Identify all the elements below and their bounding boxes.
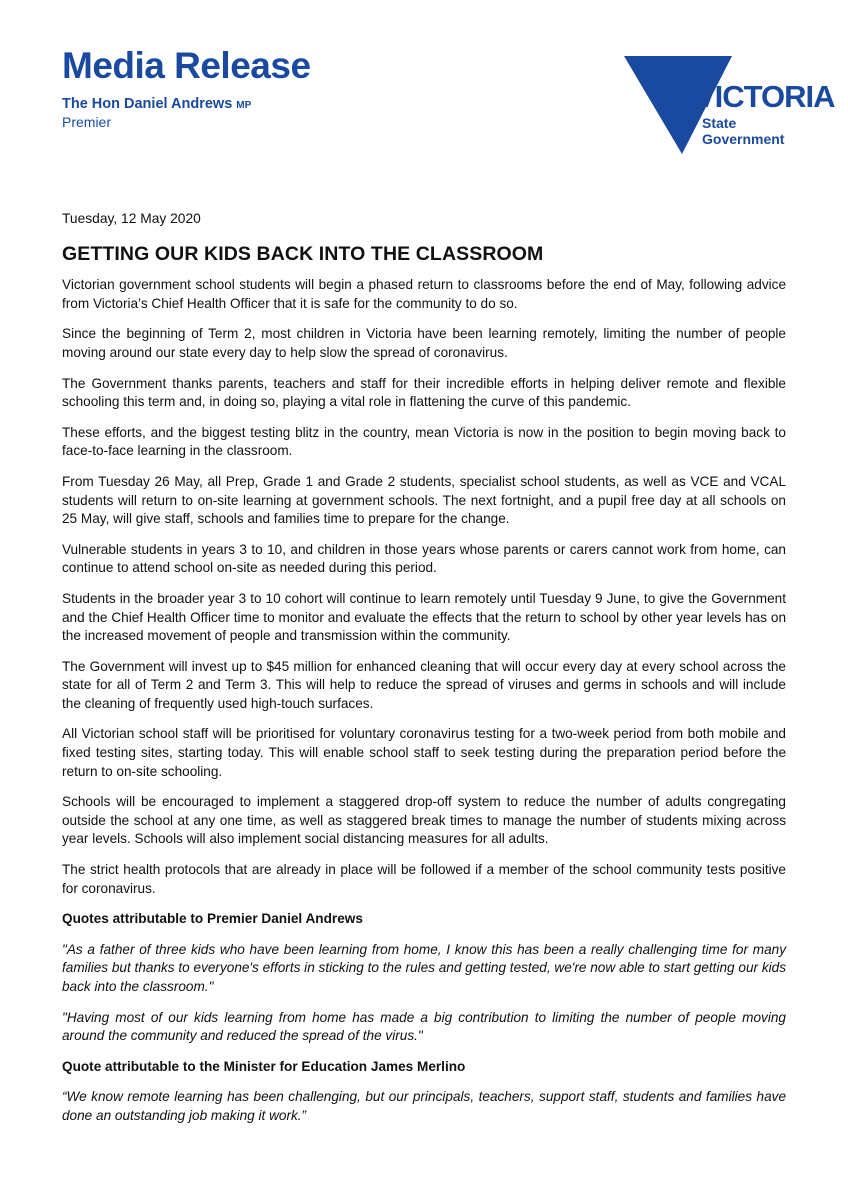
body-paragraph: The Government will invest up to $45 million for enhanced cleaning that will occur every day at every school across the state for all of Term 2 and Term 3. This will help to reduce the spread of viruses and germs in schools and will include the cleaning of frequently used high-touch surfaces. — [62, 658, 786, 711]
minister-name-line — [62, 96, 311, 114]
release-date: Tuesday, 12 May 2020 — [62, 211, 201, 226]
minister-role: Premier — [62, 114, 112, 130]
body-paragraph: The Government thanks parents, teachers and staff for their incredible efforts in helping deliver remote and flexible schooling this term and, in doing so, playing a vital role in flattening the curve of this pandemic. — [62, 375, 786, 410]
premier-quote: "As a father of three kids who have been learning from home, I know this has been a really challenging time for many families but thanks to everyone's efforts in sticking to the rules and getting tested, we're now able to start getting our kids back into the classroom." — [62, 941, 786, 994]
media-release-title: Media Release — [62, 45, 311, 86]
logo-line1: State — [702, 115, 737, 131]
body-paragraph: Schools will be encouraged to implement a staggered drop-off system to reduce the number of adults congregating outside the school at any one time, as well as staggered break times to manage the number of students mixing across year levels. Schools will also implement social distancing measures for all adults. — [62, 794, 786, 847]
body-paragraph: These efforts, and the biggest testing blitz in the country, mean Victoria is now in the position to begin moving back to face-to-face learning in the classroom. — [62, 424, 786, 459]
minister-name: The Hon Daniel Andrews — [62, 96, 233, 112]
release-body — [62, 210, 786, 1138]
body-paragraph: Vulnerable students in years 3 to 10, and children in those years whose parents or carers cannot work from home, can continue to attend school on-site as needed during this period. — [62, 541, 786, 576]
body-paragraph: Since the beginning of Term 2, most children in Victoria have been learning remotely, limiting the number of people moving around our state every day to help slow the spread of coronavirus. — [62, 326, 786, 360]
body-paragraph: Students in the broader year 3 to 10 cohort will continue to learn remotely until Tuesday 9 June, to give the Government and the Chief Health Officer time to monitor and evaluate the effects that the return to school by other year levels has on the increased movement of people and transmission within the community. — [62, 590, 786, 644]
media-release-header — [62, 46, 311, 130]
minister-quote: “We know remote learning has been challenging, but our principals, teachers, support staff, students and families have done an outstanding job making it work.” — [62, 1089, 786, 1123]
victoria-state-government-logo — [624, 56, 835, 156]
victoria-logo-graphic — [624, 56, 835, 156]
logo-line2: Government — [702, 131, 785, 147]
logo-word: VICTORIA — [695, 79, 835, 114]
premier-quote: "Having most of our kids learning from home has made a big contribution to limiting the number of people moving around the community and reduced the spread of the virus." — [62, 1009, 786, 1044]
body-paragraph: All Victorian school staff will be prioritised for voluntary coronavirus testing for a two-week period from both mobile and fixed testing sites, starting today. This will enable school staff to seek testing during the preparation period before the return to on-site schooling. — [62, 726, 786, 779]
minister-suffix: MP — [236, 100, 252, 111]
body-paragraph: Victorian government school students will begin a phased return to classrooms before the end of May, following advice from Victoria’s Chief Health Officer that it is safe for the community to do so. — [62, 277, 786, 311]
release-headline: GETTING OUR KIDS BACK INTO THE CLASSROOM — [62, 242, 544, 265]
body-paragraph: From Tuesday 26 May, all Prep, Grade 1 and Grade 2 students, specialist school students, as well as VCE and VCAL students will return to on-site learning at government schools. The next fortnight, and a pupil free day at all schools on 25 May, will give staff, schools and families time to prepare for the change. — [62, 473, 786, 527]
minister-quote-heading: Quote attributable to the Minister for Education James Merlino — [62, 1058, 466, 1074]
premier-quotes-heading: Quotes attributable to Premier Daniel Andrews — [62, 911, 363, 927]
body-paragraph: The strict health protocols that are already in place will be followed if a member of the school community tests positive for coronavirus. — [62, 862, 786, 896]
